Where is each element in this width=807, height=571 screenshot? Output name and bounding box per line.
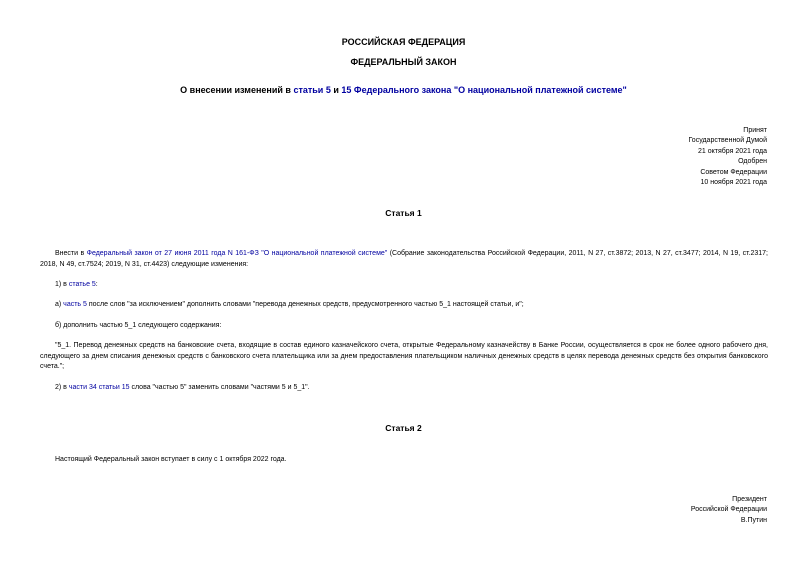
article-1-paragraph bbox=[40, 249, 768, 270]
adoption-line: 10 ноября 2021 года bbox=[700, 179, 767, 187]
adoption-line: Принят bbox=[743, 127, 767, 134]
link-article-5[interactable]: статьи 5 bbox=[293, 85, 331, 95]
signature-block bbox=[691, 495, 767, 526]
law-title-prefix: О внесении изменений в bbox=[180, 85, 294, 95]
law-title-conj: и bbox=[330, 85, 342, 95]
article-2-paragraph: Настоящий Федеральный закон вступает в силу с 1 октября 2022 года. bbox=[55, 456, 287, 463]
link-part-5[interactable]: часть 5 bbox=[63, 301, 87, 308]
link-article-15[interactable]: статьи 15 bbox=[98, 384, 130, 391]
article-1-quote: "5_1. Перевод денежных средств на банковские счета, входящие в состав единого казначейского счета, открытые Федеральному казначейству в Банке России, осуществляется в срок не более одного рабочего дня, следующего за днем списания денежных средств с банковского счета плательщика или за днем предоставления плательщиком наличных денежных средств в целях перевода денежных средств без открытия банковского счета."; bbox=[40, 342, 768, 370]
country-title: РОССИЙСКАЯ ФЕДЕРАЦИЯ bbox=[341, 37, 466, 47]
adoption-line: Советом Федерации bbox=[700, 168, 767, 176]
adoption-block bbox=[688, 126, 767, 188]
signature-line: Президент bbox=[732, 496, 767, 503]
text: 1) в bbox=[55, 281, 69, 288]
signature-line: Российской Федерации bbox=[690, 506, 767, 514]
text: слова "частью 5" заменить словами "частями 5 и 5_1". bbox=[129, 384, 310, 391]
link-article-15-law[interactable]: 15 Федерального закона "О национальной платежной системе" bbox=[341, 85, 627, 95]
link-part-34[interactable]: части 34 bbox=[68, 384, 97, 391]
article-1-item-1 bbox=[40, 280, 768, 291]
text: а) bbox=[55, 301, 64, 308]
link-article-5-ref[interactable]: статье 5 bbox=[68, 281, 96, 288]
link-federal-law-161[interactable]: Федеральный закон от 27 июня 2011 года N 161-ФЗ "О национальной платежной системе" bbox=[86, 250, 388, 257]
document-type: ФЕДЕРАЛЬНЫЙ ЗАКОН bbox=[350, 57, 457, 67]
article-1-item-2 bbox=[40, 383, 768, 394]
text: 2) в bbox=[55, 384, 69, 391]
adoption-line: Одобрен bbox=[738, 158, 767, 166]
text: : bbox=[95, 281, 98, 288]
text: после слов "за исключением" дополнить словами "перевода денежных средств, предусмотренного частью 5_1 настоящей статьи, и"; bbox=[86, 301, 524, 308]
text: (Собрание законодательства Российской Федерации, 2011, N 27, ст.3872; 2013, N 27, ст.3477; 2014, N 19, ст.2317; 2018, N 49, ст.7524; 2019, N 31, ст.4423) следующие изменения: bbox=[40, 250, 768, 268]
article-1-item-b: б) дополнить частью 5_1 следующего содержания: bbox=[55, 322, 222, 329]
text: Внести в bbox=[55, 250, 87, 257]
adoption-line: 21 октября 2021 года bbox=[698, 147, 767, 155]
article-1-heading: Статья 1 bbox=[385, 208, 422, 218]
signature-line: В.Путин bbox=[740, 516, 767, 524]
article-2-heading: Статья 2 bbox=[385, 423, 422, 433]
adoption-line: Государственной Думой bbox=[688, 137, 767, 145]
article-1-item-a bbox=[40, 300, 768, 311]
law-title bbox=[0, 85, 807, 95]
